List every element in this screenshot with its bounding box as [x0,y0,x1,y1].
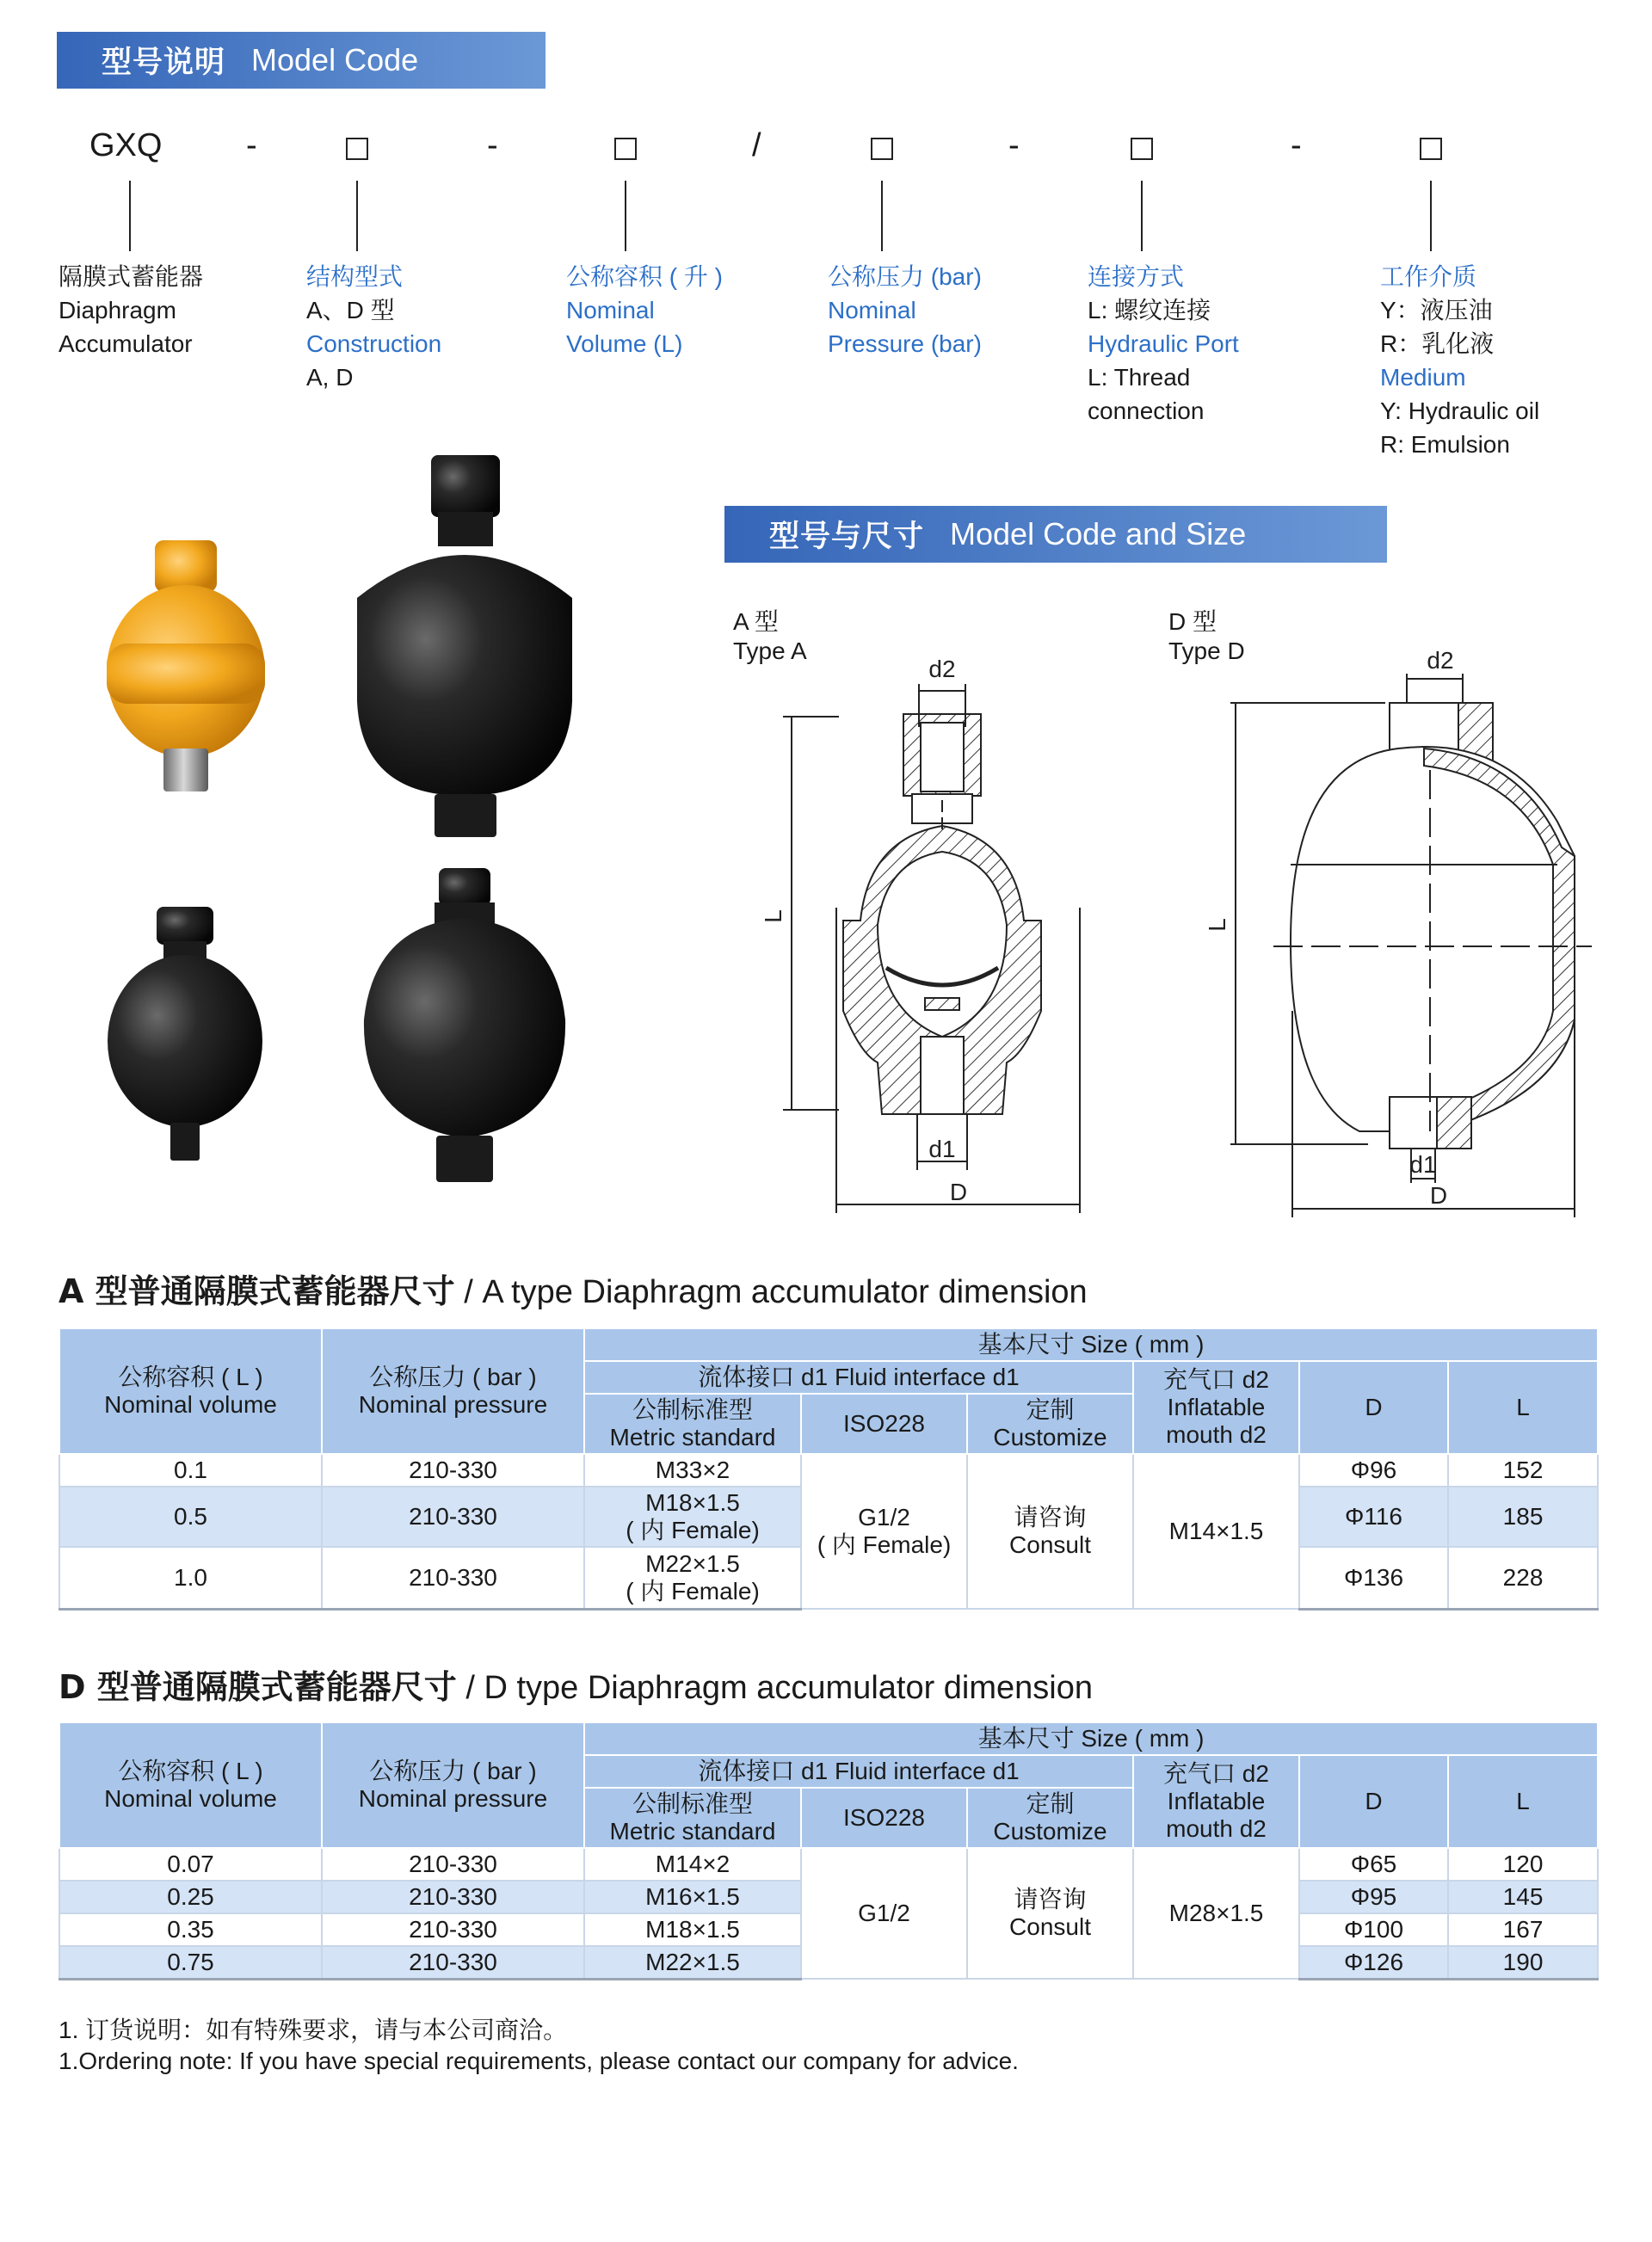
code-desc-construction: 结构型式 A、D 型 Construction A, D [306,263,442,391]
product-photo-black-accumulator-round [357,865,572,1187]
model-code-placeholder-box [871,138,893,160]
code-desc-medium: 工作介质 Y：液压油 R：乳化液 Medium Y: Hydraulic oil R: Emulsion [1380,263,1540,458]
header-inflatable-mouth: 充气口 d2 Inflatable mouth d2 [1133,1361,1299,1454]
diagram-a-D-label: D [949,1179,968,1205]
product-photo-black-accumulator-small [103,903,267,1166]
diagram-a-d2-label: d2 [928,656,956,682]
header-customize: 定制 Customize [967,1394,1133,1454]
ordering-note-zh: 1. 订货说明：如有特殊要求，请与本公司商洽。 [59,2017,568,2043]
diagram-d-d1-label: d1 [1409,1151,1437,1178]
ordering-note [59,2015,1019,2077]
header-customize: 定制 Customize [967,1788,1133,1848]
model-code-separator: - [1008,127,1020,163]
product-photo-black-accumulator-tall [348,452,581,843]
iso-g12-female: G1/2 ( 内 Female) [801,1454,967,1609]
inflate-cell: M28×1.5 [1133,1848,1299,1979]
table-a-title [59,1265,1088,1312]
table-row: 0.07 210-330 M14×2 G1/2 请咨询 Consult M28×1.5 Φ65 120 [59,1848,1598,1881]
header-nominal-volume: 公称容积 ( L ) Nominal volume [59,1722,322,1848]
header-metric-standard: 公制标准型 Metric standard [584,1394,801,1454]
header-iso228: ISO228 [801,1394,967,1454]
header-nominal-volume: 公称容积 ( L ) Nominal volume [59,1328,322,1454]
header-D: D [1299,1755,1448,1848]
consult-cell: 请咨询 Consult [967,1454,1133,1609]
inflate-cell: M14×1.5 [1133,1454,1299,1609]
model-code-placeholder-box [1420,138,1442,160]
diagram-d-D-label: D [1429,1182,1448,1209]
model-code-banner [57,32,546,89]
code-desc-port: 连接方式 L: 螺纹连接 Hydraulic Port L: Thread connection [1088,263,1239,424]
table-row: 0.25 210-330 M16×1.5 Φ95 145 [59,1881,1598,1913]
header-inflatable-mouth: 充气口 d2 Inflatable mouth d2 [1133,1755,1299,1848]
table-d-title [59,1660,1093,1708]
diagram-type-a [757,650,1101,1226]
code-connector-line [356,181,358,251]
ordering-note-en: 1.Ordering note: If you have special requirements, please contact our company for advice. [59,2048,1019,2074]
header-nominal-pressure: 公称压力 ( bar ) Nominal pressure [322,1328,584,1454]
model-code-separator: - [246,127,257,163]
model-code-placeholder-box [346,138,368,160]
model-code-placeholder-box [1131,138,1153,160]
diagram-d-label: D 型 Type D [1168,608,1245,664]
table-a-dimensions [59,1327,1599,1611]
header-nominal-pressure: 公称压力 ( bar ) Nominal pressure [322,1722,584,1848]
table-a-title-en: / A type Diaphragm accumulator dimension [454,1274,1088,1310]
code-connector-line [129,181,131,251]
size-banner-en: Model Code and Size [950,516,1247,551]
table-row: 0.5 210-330 M18×1.5 ( 内 Female) Φ116 185 [59,1487,1598,1547]
table-row: 0.35 210-330 M18×1.5 Φ100 167 [59,1913,1598,1946]
model-code-separator: - [1291,127,1302,163]
product-photo-yellow-accumulator [95,533,275,809]
consult-cell: 请咨询 Consult [967,1848,1133,1979]
header-L: L [1448,1755,1598,1848]
diagram-a-d1-label: d1 [928,1136,956,1162]
code-desc-accumulator: 隔膜式蓄能器 Diaphragm Accumulator [59,263,204,357]
header-D: D [1299,1361,1448,1454]
code-desc-volume: 公称容积 ( 升 ) Nominal Volume (L) [566,263,723,357]
diagram-d-L-label: L [1204,918,1230,932]
diagram-a-label: A 型 Type A [733,608,807,664]
model-code-separator: - [487,127,498,163]
model-code-banner-en: Model Code [251,42,419,77]
size-banner [724,506,1387,563]
model-code-prefix: GXQ [89,127,163,163]
header-fluid-interface: 流体接口 d1 Fluid interface d1 [584,1361,1133,1394]
code-connector-line [1430,181,1432,251]
code-connector-line [881,181,883,251]
header-L: L [1448,1361,1598,1454]
header-iso228: ISO228 [801,1788,967,1848]
table-row: 0.75 210-330 M22×1.5 Φ126 190 [59,1946,1598,1979]
table-d-title-en: / D type Diaphragm accumulator dimension [456,1670,1093,1706]
code-connector-line [625,181,626,251]
header-basic-size: 基本尺寸 Size ( mm ) [584,1722,1598,1755]
model-code-banner-zh: 型号说明 [102,46,226,80]
diagram-d-d2-label: d2 [1427,647,1454,674]
table-d-dimensions [59,1722,1599,1980]
header-basic-size: 基本尺寸 Size ( mm ) [584,1328,1598,1361]
table-row: 0.1 210-330 M33×2 G1/2 ( 内 Female) 请咨询 Consult M14×1.5 Φ96 152 [59,1454,1598,1487]
table-row: 1.0 210-330 M22×1.5 ( 内 Female) Φ136 228 [59,1547,1598,1609]
model-code-placeholder-text: □ [0,0,1,1]
size-banner-zh: 型号与尺寸 [769,520,925,554]
table-a-title-zh: A 型普通隔膜式蓄能器尺寸 [59,1272,455,1310]
diagram-type-d [1204,647,1600,1226]
code-desc-pressure: 公称压力 (bar) Nominal Pressure (bar) [828,263,982,357]
table-d-title-zh: D 型普通隔膜式蓄能器尺寸 [59,1668,457,1706]
diagram-a-L-label: L [760,909,786,923]
code-connector-line [1141,181,1143,251]
model-code-placeholder-box [614,138,637,160]
model-code-separator: / [752,127,761,163]
header-metric-standard: 公制标准型 Metric standard [584,1788,801,1848]
iso-g12-cell: G1/2 [801,1848,967,1979]
header-fluid-interface: 流体接口 d1 Fluid interface d1 [584,1755,1133,1788]
